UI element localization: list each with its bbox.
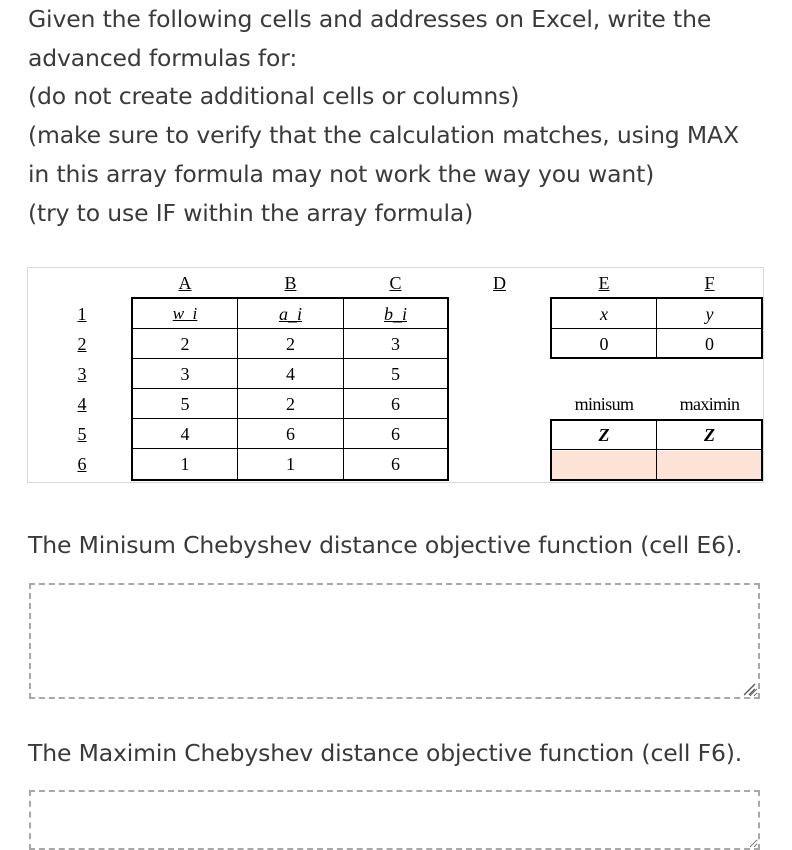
question-2-prompt: The Maximin Chebyshev distance objective function (cell F6). (28, 739, 743, 767)
cell-b2: 2 (286, 333, 295, 354)
grid-line (237, 297, 238, 481)
cell-a4: 5 (180, 393, 190, 414)
col-header-f: F (704, 272, 715, 293)
grid-line (343, 297, 344, 481)
row-header-6: 6 (77, 453, 87, 474)
cell-f5-z: Z (704, 424, 715, 445)
spreadsheet-image (27, 267, 763, 482)
cell-e5-z: Z (598, 424, 610, 445)
grid-line (131, 418, 449, 419)
col-header-e: E (598, 272, 610, 293)
cell-b5: 6 (286, 423, 295, 444)
grid-line (550, 357, 763, 359)
grid-line (131, 448, 449, 449)
grid-line (550, 297, 763, 299)
cell-a6: 1 (180, 453, 190, 474)
cell-b1: a_i (278, 303, 302, 324)
answer-2-textarea[interactable] (29, 790, 760, 850)
grid-line (656, 419, 657, 481)
grid-line (550, 479, 763, 481)
col-header-a: A (178, 272, 192, 293)
cell-a5: 4 (180, 423, 190, 444)
resize-handle-icon[interactable] (742, 682, 756, 696)
instruction-line-2: advanced formulas for: (28, 43, 298, 72)
cell-c6: 6 (391, 453, 400, 474)
answer-1-textarea[interactable] (29, 583, 760, 699)
cell-b6: 1 (286, 453, 295, 474)
grid-line (131, 328, 449, 329)
grid-line (550, 419, 763, 421)
cell-c1: b_i (383, 303, 407, 324)
cell-b3: 4 (286, 363, 295, 384)
grid-line (550, 328, 763, 329)
cell-c4: 6 (391, 393, 400, 414)
cell-e4-minisum: minisum (574, 393, 634, 414)
cell-e1: x (600, 303, 608, 324)
instruction-line-1: Given the following cells and addresses on Excel, write the (28, 5, 712, 33)
grid-line (550, 449, 763, 450)
cell-c5: 6 (391, 423, 400, 444)
grid-line (131, 358, 449, 359)
grid-line (131, 297, 133, 481)
instruction-line-6: (try to use IF within the array formula) (28, 198, 474, 227)
grid-line (447, 297, 449, 481)
grid-line (131, 479, 449, 481)
grid-line (131, 297, 449, 299)
row-header-5: 5 (77, 423, 87, 444)
grid-line (131, 388, 449, 389)
cell-e2: 0 (599, 333, 609, 354)
instruction-line-5: in this array formula may not work the way you want) (28, 159, 655, 188)
cell-f2: 0 (705, 333, 714, 354)
row-header-1: 1 (77, 303, 87, 324)
cell-a2: 2 (180, 333, 190, 354)
question-1-prompt: The Minisum Chebyshev distance objective function (cell E6). (28, 531, 743, 559)
col-header-c: C (389, 272, 402, 293)
col-header-b: B (284, 272, 297, 293)
cell-a1: w_i (172, 304, 198, 323)
row-header-2: 2 (77, 333, 87, 354)
cell-c2: 3 (391, 333, 400, 354)
col-header-d: D (493, 272, 506, 293)
instruction-line-4: (make sure to verify that the calculation matches, using MAX (28, 121, 739, 150)
grid-line (550, 419, 552, 481)
grid-line (761, 419, 763, 481)
cell-c3: 5 (391, 363, 400, 384)
instruction-line-3: (do not create additional cells or columns) (28, 82, 520, 111)
cell-f1: y (705, 303, 714, 324)
cell-f4-maximin: maximin (679, 393, 740, 414)
row-header-3: 3 (77, 363, 87, 384)
cell-b4: 2 (286, 393, 295, 414)
row-header-4: 4 (77, 393, 87, 414)
instructions (28, 0, 778, 232)
cell-a3: 3 (180, 363, 190, 384)
